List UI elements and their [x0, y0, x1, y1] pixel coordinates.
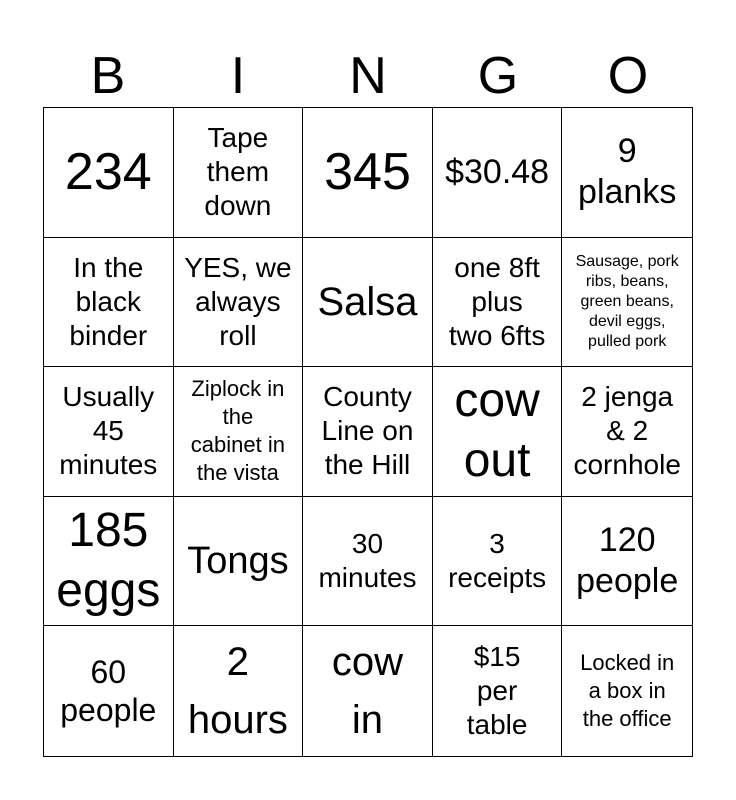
bingo-header: [43, 44, 693, 108]
bingo-cell[interactable]: [44, 367, 174, 497]
header-letter-b: B: [90, 47, 126, 105]
bingo-cell[interactable]: [562, 108, 692, 238]
cell-text: County Line on the Hill: [321, 381, 414, 481]
bingo-cell[interactable]: [44, 238, 174, 368]
cell-text: In the black binder: [69, 251, 148, 351]
bingo-cell[interactable]: [303, 108, 433, 238]
bingo-cell[interactable]: [433, 626, 563, 756]
cell-text: YES, we always roll: [184, 251, 292, 351]
cell-text: 60 people: [60, 654, 157, 729]
bingo-cell[interactable]: [44, 108, 174, 238]
bingo-cell[interactable]: [303, 626, 433, 756]
cell-text: 345: [324, 143, 411, 202]
bingo-cell[interactable]: [174, 497, 304, 627]
cell-text: Locked in a box in the office: [580, 650, 675, 732]
bingo-board: [43, 107, 693, 757]
cell-text: cow out: [454, 374, 540, 488]
header-letter-i: I: [230, 47, 246, 105]
cell-text: 30 minutes: [318, 528, 417, 594]
bingo-cell[interactable]: [303, 367, 433, 497]
cell-text: Tape them down: [204, 122, 272, 222]
cell-text: Sausage, pork ribs, beans, green beans, devil eggs, pulled pork: [575, 252, 679, 350]
header-letter-g: G: [477, 47, 519, 105]
cell-text: $15 per table: [466, 641, 528, 741]
cell-text: 2 hours: [187, 640, 288, 743]
bingo-cell[interactable]: [303, 238, 433, 368]
bingo-cell[interactable]: [433, 367, 563, 497]
cell-text: Usually 45 minutes: [59, 381, 158, 481]
bingo-cell[interactable]: [433, 238, 563, 368]
bingo-cell[interactable]: [44, 626, 174, 756]
header-letter-o: O: [607, 47, 649, 105]
bingo-cell[interactable]: [174, 367, 304, 497]
cell-text: 185 eggs: [56, 504, 161, 618]
bingo-cell[interactable]: [303, 497, 433, 627]
cell-text: cow in: [331, 640, 404, 743]
bingo-cell[interactable]: [562, 497, 692, 627]
cell-text: 120 people: [576, 521, 679, 601]
bingo-cell[interactable]: [433, 497, 563, 627]
bingo-cell[interactable]: [433, 108, 563, 238]
cell-text: Ziplock in the cabinet in the vista: [190, 376, 285, 486]
bingo-cell[interactable]: [44, 497, 174, 627]
cell-text: Salsa: [317, 279, 418, 324]
bingo-cell[interactable]: [174, 108, 304, 238]
header-letter-n: N: [349, 47, 387, 105]
bingo-cell[interactable]: [562, 367, 692, 497]
cell-text: 2 jenga & 2 cornhole: [573, 381, 681, 481]
cell-text: one 8ft plus two 6fts: [448, 251, 546, 351]
bingo-cell[interactable]: [562, 238, 692, 368]
cell-text: 3 receipts: [448, 528, 547, 594]
cell-text: $30.48: [445, 152, 550, 191]
cell-text: 234: [64, 143, 152, 202]
bingo-cell[interactable]: [562, 626, 692, 756]
bingo-cell[interactable]: [174, 626, 304, 756]
bingo-cell[interactable]: [174, 238, 304, 368]
cell-text: Tongs: [187, 540, 289, 583]
cell-text: 9 planks: [578, 132, 677, 212]
